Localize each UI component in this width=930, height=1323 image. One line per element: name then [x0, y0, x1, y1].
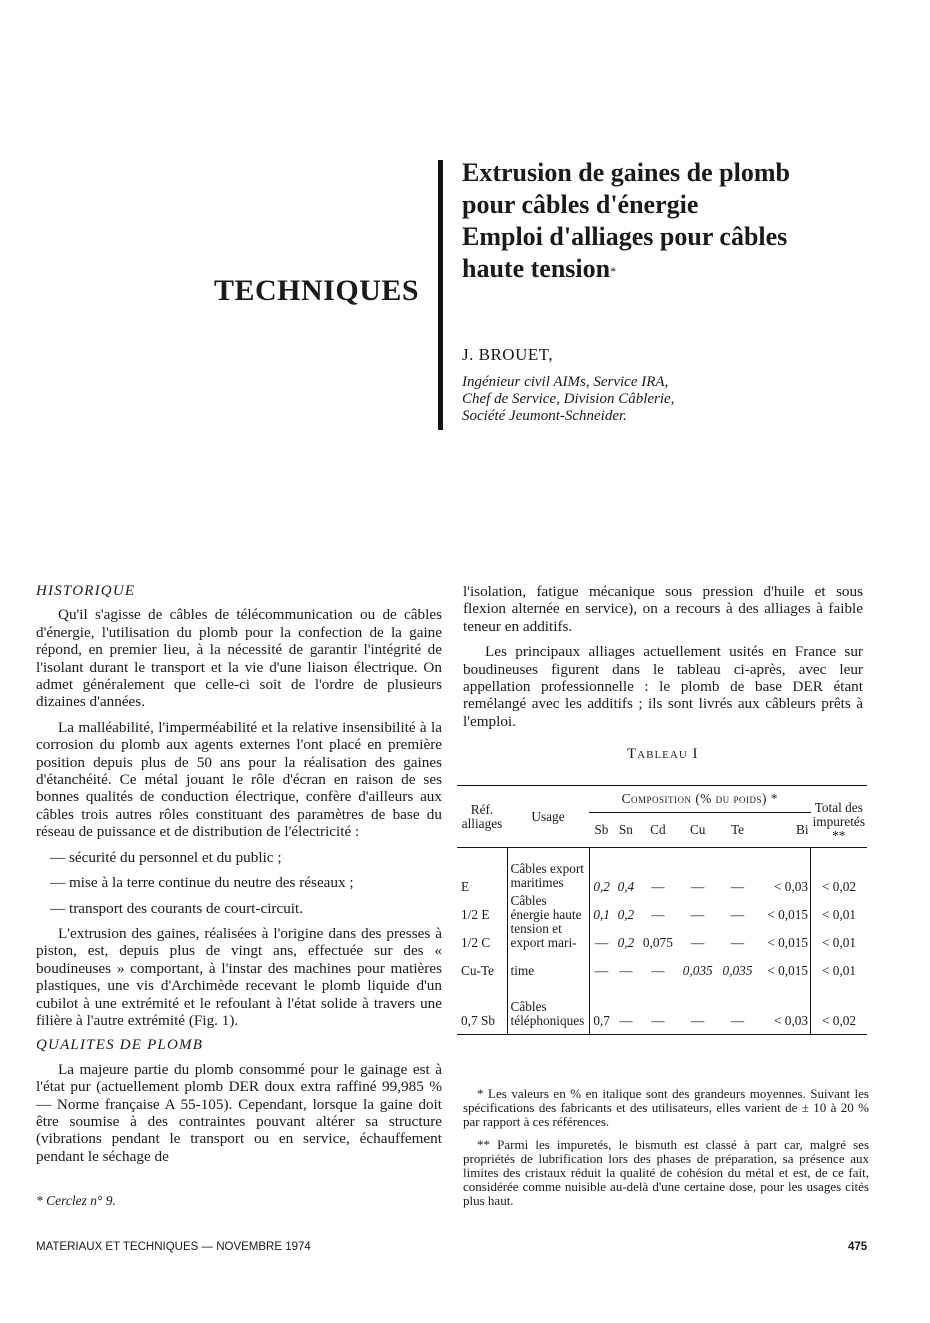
cell-bi: < 0,015	[757, 894, 810, 922]
cell-cu: —	[691, 907, 705, 922]
cell-bi: < 0,03	[757, 978, 810, 1035]
table-row	[457, 978, 867, 1035]
section-label: TECHNIQUES	[214, 274, 420, 307]
article-title	[462, 157, 902, 285]
table-row	[457, 950, 867, 978]
note-2: ** Parmi les impuretés, le bismuth est classé à part car, malgré ses propriétés de lubrification lors des phases de préparation, sa présence aux limites des cristaux réduit la qualité de cohésion du métal et est, de ce fait, considérée comme nuisible au-delà d'une certaine dose, pour les usages cités plus haut.	[463, 1136, 869, 1209]
cell-te: —	[730, 907, 745, 922]
heading-qualites: QUALITES DE PLOMB	[36, 1037, 204, 1054]
cell-sb: 0,1	[593, 907, 610, 922]
author-name: J. BROUET,	[462, 345, 554, 364]
cell-ref: Cu-Te	[461, 963, 495, 978]
page-number: 475	[848, 1241, 868, 1253]
note-1: * Les valeurs en % en italique sont des grandeurs moyennes. Suivant les spécifications des fabricants et des utilisateurs, elles varient de ± 10 à 20 % par rapport à ces références.	[463, 1086, 869, 1130]
heading-historique: HISTORIQUE	[36, 583, 136, 599]
paragraph: l'isolation, fatigue mécanique sous pression d'huile et sous flexion alternée en service), on a recours à des alliages à faible teneur en additifs.	[463, 583, 863, 635]
affiliation-line-2: Chef de Service, Division Câblerie,	[462, 391, 675, 407]
cell-usage: time	[507, 950, 589, 978]
title-line-3: Emploi d'alliages pour câbles	[462, 222, 788, 251]
paragraph: Qu'il s'agisse de câbles de télécommunication ou de câbles d'énergie, l'utilisation du plomb pour la confection de la gaine répond, en premier lieu, à la nécessité de garantir l'intégrité de l'isolant durant le transport et la vie d'une liaison électrique. On admet généralement que celle-ci soit de l'ordre de plusieurs dizaines d'années.	[36, 606, 442, 711]
left-column	[36, 583, 442, 1173]
col-ref: Réf. alliages	[461, 801, 503, 831]
title-line-4: haute tension*	[462, 254, 617, 283]
table-notes	[463, 1087, 869, 1217]
cell-cd: —	[651, 879, 665, 894]
cell-cd: —	[651, 1013, 665, 1028]
col-cu: Cu	[689, 822, 706, 837]
cell-ref: E	[461, 879, 470, 894]
cell-sb: —	[594, 963, 609, 978]
cell-total: < 0,01	[821, 935, 857, 950]
cell-te: —	[730, 879, 745, 894]
cell-total: < 0,02	[821, 1013, 857, 1028]
cell-te: 0,035	[722, 963, 753, 978]
cell-te: —	[730, 935, 745, 950]
table-row	[457, 922, 867, 950]
table-header-row	[457, 786, 867, 813]
cell-sn: —	[619, 963, 633, 978]
cell-cu: —	[691, 935, 705, 950]
title-line-1: Extrusion de gaines de plomb	[462, 158, 790, 187]
affiliation-line-1: Ingénieur civil AIMs, Service IRA,	[462, 374, 669, 390]
cell-cd: 0,075	[642, 935, 673, 950]
affiliation-line-3: Société Jeumont-Schneider.	[462, 408, 627, 424]
col-te: Te	[730, 822, 745, 837]
cell-cu: —	[691, 1013, 705, 1028]
right-column	[463, 583, 863, 738]
cell-te: —	[730, 1013, 745, 1028]
cell-bi: < 0,015	[757, 922, 810, 950]
paragraph: L'extrusion des gaines, réalisées à l'origine dans des presses à piston, est, depuis plus de vingt ans, effectuée sur des « boudineuses » comportant, à l'instar des machines pour matières plastiques, une vis d'Archimède recevant le plomb liquide d'un cubilot à une extrémité et le refoulant à l'état solide à travers une filière à l'autre extrémité (Fig. 1).	[36, 924, 442, 1029]
cell-sb: —	[594, 935, 609, 950]
cell-sb: 0,7	[593, 1013, 610, 1028]
cell-bi: < 0,015	[757, 950, 810, 978]
cell-cu: —	[691, 879, 705, 894]
paragraph: Les principaux alliages actuellement usités en France sur boudineuses figurent dans le tableau ci-après, avec leur appellation professionnelle : le plomb de base DER étant remélangé avec les additifs ; ils sont livrés aux câbleurs prêts à l'emploi.	[463, 643, 863, 730]
table-row	[457, 848, 867, 895]
cell-cd: —	[651, 907, 665, 922]
cell-sn: —	[619, 1013, 633, 1028]
paragraph: La majeure partie du plomb consommé pour le gainage est à l'état pur (actuellement plomb DER doux extra raffiné 99,985 % — Norme française A 55-105). Cependant, lorsque la gaine doit être soumise à des contraintes pouvant altérer sa structure (vibrations pendant le transport ou en service, échauffement pendant le séchage de	[36, 1060, 442, 1165]
cell-total: < 0,01	[821, 907, 857, 922]
cell-sn: 0,2	[617, 907, 635, 922]
cell-sn: 0,2	[617, 935, 635, 950]
cell-cu: 0,035	[682, 963, 713, 978]
cell-usage: Câbles export maritimes	[507, 848, 589, 895]
cell-sb: 0,2	[593, 879, 610, 894]
col-composition: Composition (% du poids) *	[589, 786, 811, 813]
title-line-2: pour câbles d'énergie	[462, 190, 699, 219]
cell-total: < 0,01	[821, 963, 857, 978]
journal-footer: MATERIAUX ET TECHNIQUES — NOVEMBRE 1974	[36, 1241, 311, 1253]
list-item: — sécurité du personnel et du public ;	[50, 848, 282, 866]
title-footnote-mark: *	[610, 264, 617, 278]
list-item: — mise à la terre continue du neutre des réseaux ;	[50, 874, 354, 892]
vertical-rule	[438, 160, 443, 430]
col-bi: Bi	[795, 822, 809, 837]
author-affiliation	[462, 374, 674, 425]
col-cd: Cd	[650, 822, 666, 837]
col-total: Total des impuretés **	[812, 799, 865, 843]
cell-usage: tension et export mari-	[507, 922, 589, 950]
col-sb: Sb	[594, 822, 609, 837]
cell-usage: Câbles téléphoniques	[507, 978, 589, 1035]
cell-ref: 1/2 C	[461, 935, 491, 950]
cell-ref: 0,7 Sb	[461, 1013, 495, 1028]
paragraph: La malléabilité, l'imperméabilité et la relative insensibilité à la corrosion du plomb aux agents externes l'ont placé en première position depuis plus de 50 ans pour la réalisation des gaines d'étanchéité. Ce métal jouant le rôle d'écran en raison de ses bonnes qualités de conduction électrique, confère d'ailleurs aux câbles trois autres rôles constituant des paramètres de base du réseau de puissance et de distribution de l'électricité :	[36, 718, 442, 841]
cell-usage: Câbles énergie haute	[507, 894, 589, 922]
cell-sn: 0,4	[617, 879, 635, 894]
footnote: * Cerclez n° 9.	[36, 1193, 116, 1208]
col-sn: Sn	[618, 822, 633, 837]
col-usage: Usage	[531, 808, 565, 824]
list-item: — transport des courants de court-circuit.	[50, 899, 304, 917]
cell-cd: —	[651, 963, 665, 978]
cell-total: < 0,02	[821, 879, 857, 894]
alloy-table	[457, 785, 867, 1035]
table-row	[457, 894, 867, 922]
table-title: Tableau I	[627, 746, 699, 762]
cell-bi: < 0,03	[757, 848, 810, 895]
cell-ref: 1/2 E	[461, 907, 490, 922]
